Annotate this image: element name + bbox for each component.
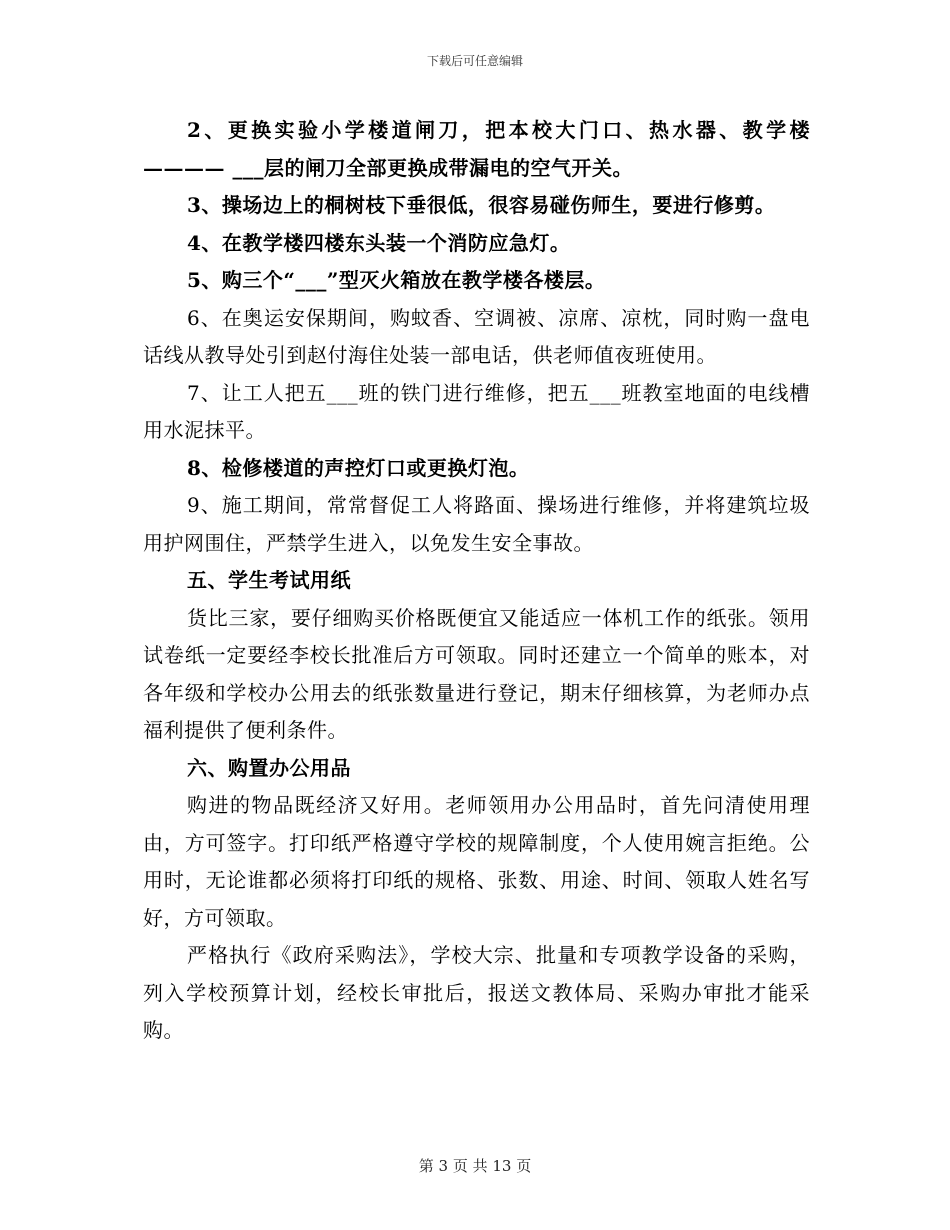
paragraph-item-6: 6、在奥运安保期间，购蚊香、空调被、凉席、凉枕，同时购一盘电话线从教导处引到赵付海住处装一部电话，供老师值夜班使用。 — [143, 305, 810, 367]
paragraph-procurement-law: 严格执行《政府采购法》，学校大宗、批量和专项教学设备的采购，列入学校预算计划，经校长审批后，报送文教体局、采购办审批才能采购。 — [143, 943, 810, 1042]
document-body — [143, 112, 810, 1050]
paragraph-item-9: 9、施工期间，常常督促工人将路面、操场进行维修，并将建筑垃圾用护网围住，严禁学生进入，以免发生安全事故。 — [143, 493, 810, 555]
paragraph-item-4: 4、在教学楼四楼东头装一个消防应急灯。 — [187, 230, 571, 255]
paragraph-item-7: 7、让工人把五___班的铁门进行维修，把五___班教室地面的电线槽用水泥抹平。 — [143, 380, 810, 442]
page-footer: 第 3 页 共 13 页 — [418, 1157, 532, 1175]
paragraph-office-supplies: 购进的物品既经济又好用。老师领用办公用品时，首先问清使用理由，方可签字。打印纸严格遵守学校的规障制度，个人使用婉言拒绝。公用时，无论谁都必须将打印纸的规格、张数、用途、时间、领取人姓名写好，方可领取。 — [143, 793, 810, 930]
page-header: 下载后可任意编辑 — [426, 54, 523, 68]
section-heading-5: 五、学生考试用纸 — [187, 568, 351, 592]
paragraph-item-5: 5、购三个“___”型灭火箱放在教学楼各楼层。 — [187, 268, 606, 292]
paragraph-item-8: 8、检修楼道的声控灯口或更换灯泡。 — [187, 455, 530, 480]
section-heading-6: 六、购置办公用品 — [187, 755, 351, 780]
paragraph-exam-paper: 货比三家，要仔细购买价格既便宜又能适应一体机工作的纸张。领用试卷纸一定要经李校长批准后方可领取。同时还建立一个简单的账本，对各年级和学校办公用去的纸张数量进行登记，期末仔细核算，为老师办点福利提供了便利条件。 — [143, 605, 810, 742]
paragraph-item-2: 2、更换实验小学楼道闸刀，把本校大门口、热水器、教学楼———— ___层的闸刀全部更换成带漏电的空气开关。 — [143, 118, 810, 180]
paragraph-item-3: 3、操场边上的桐树枝下垂很低，很容易碰伤师生，要进行修剪。 — [187, 193, 776, 217]
